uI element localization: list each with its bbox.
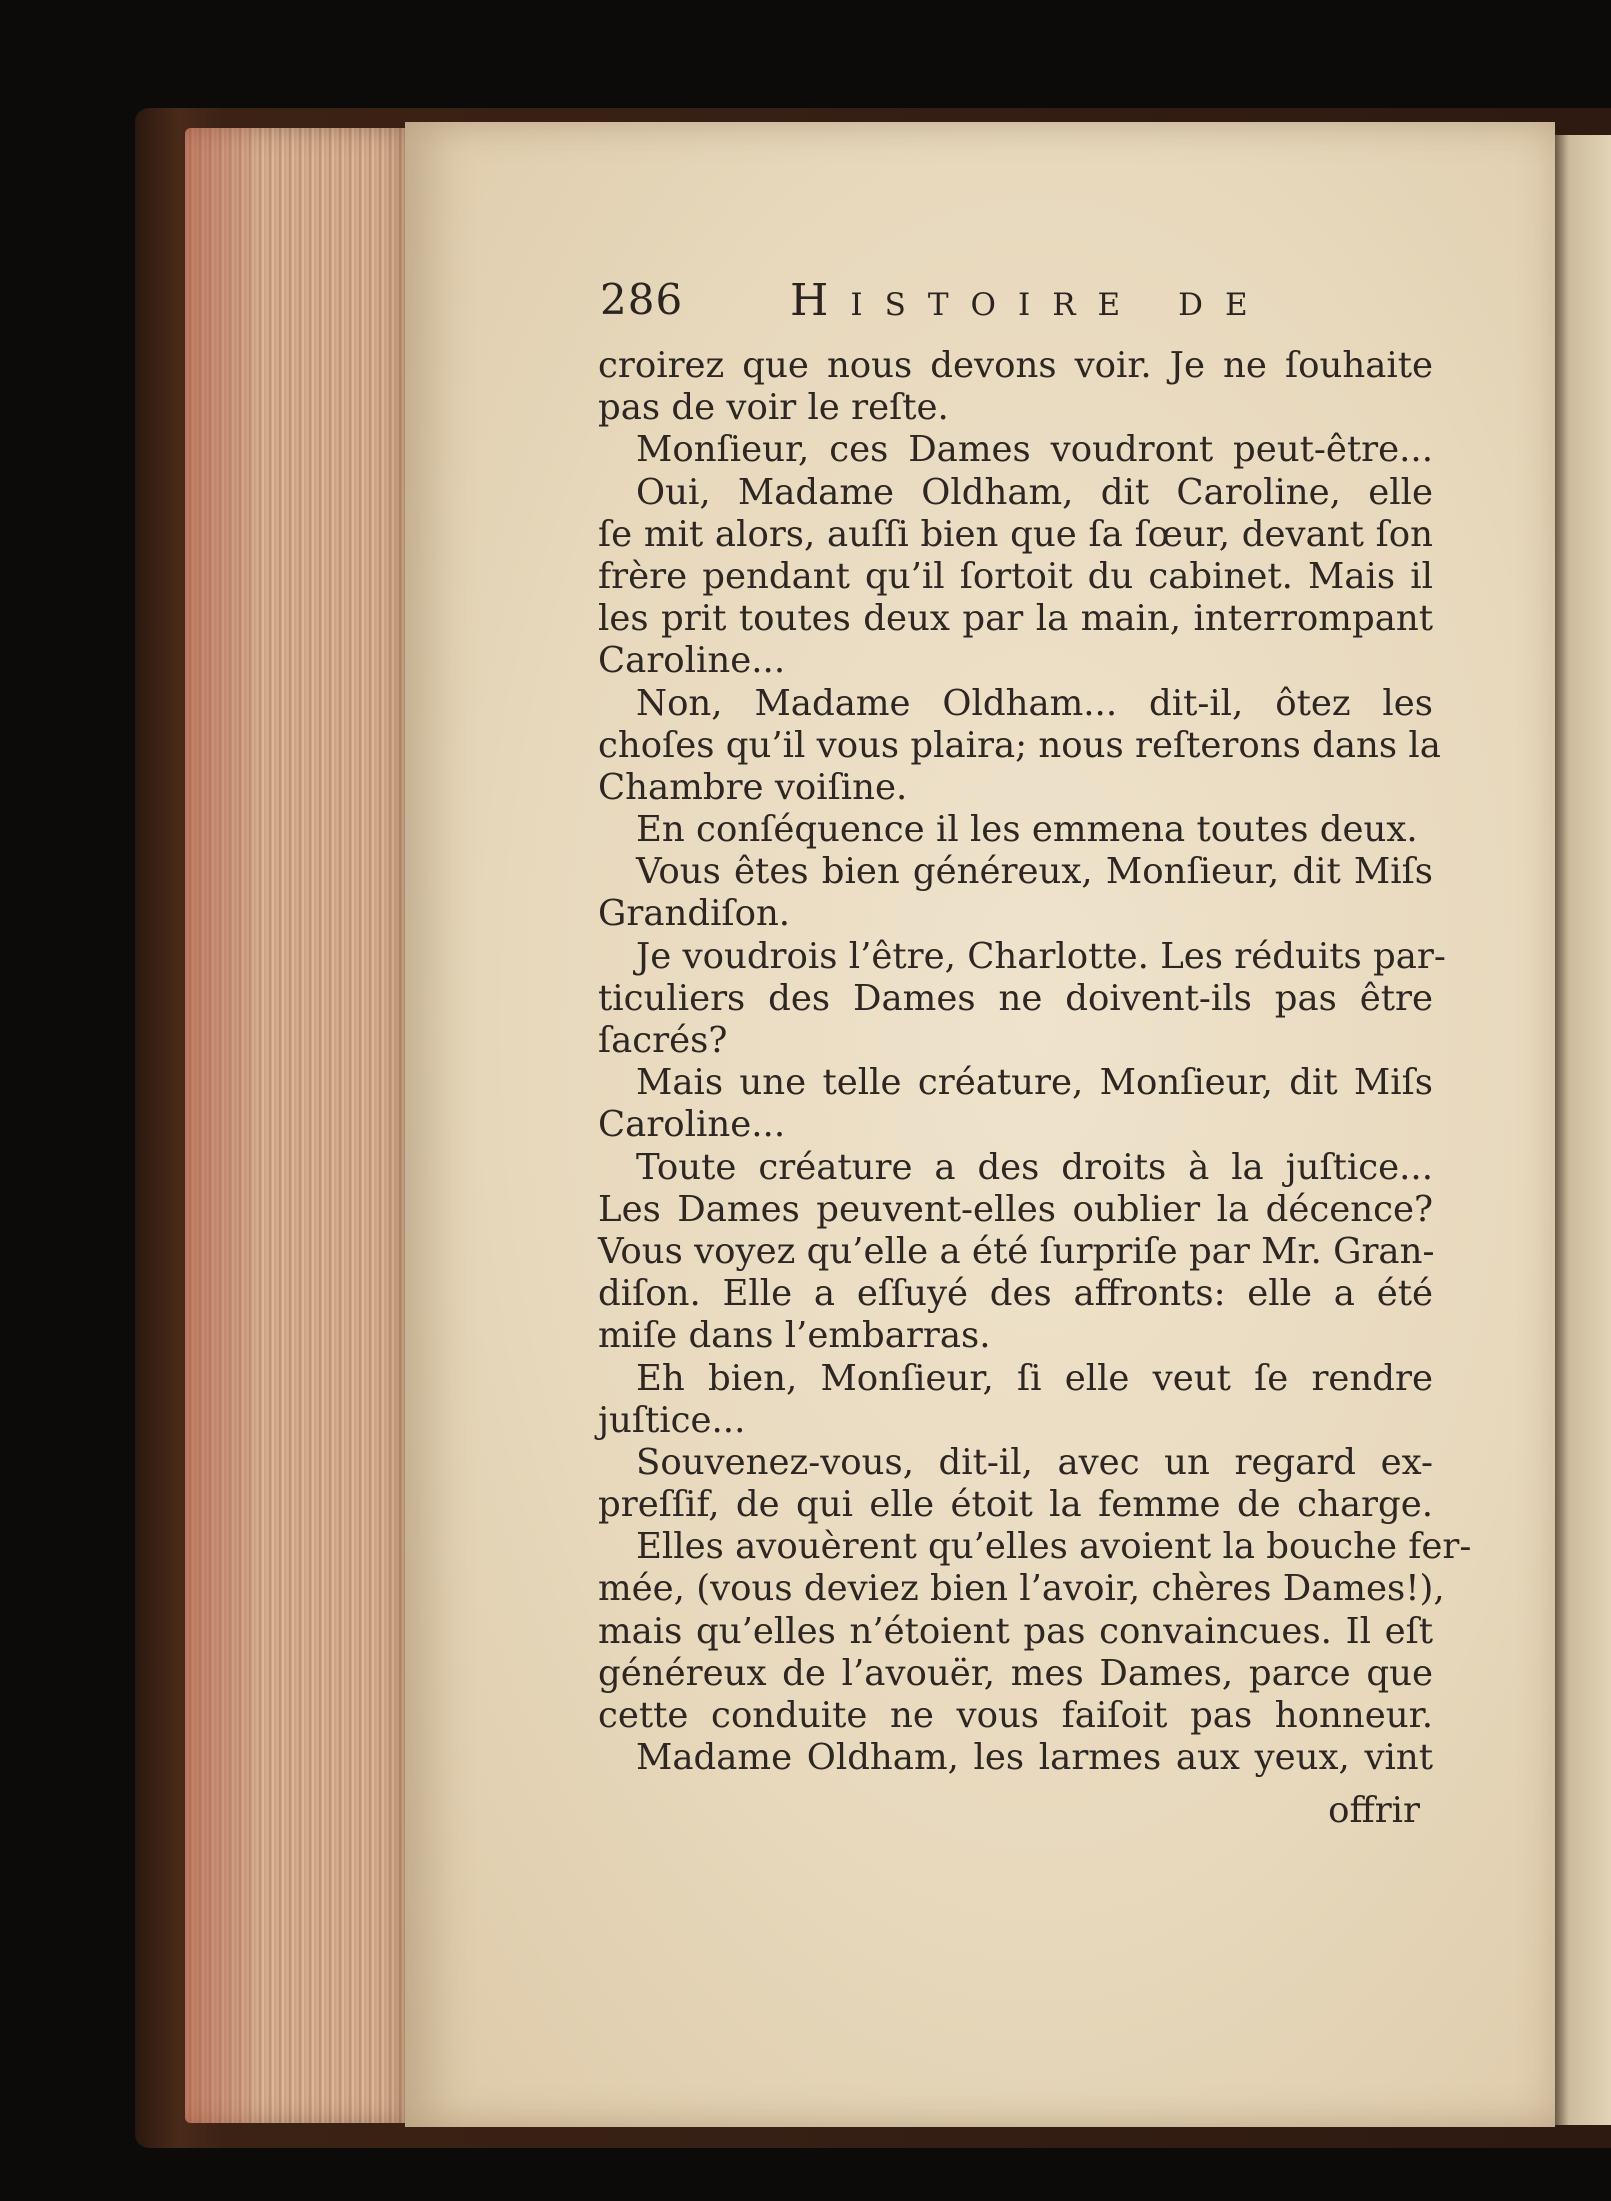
text-line: généreux de l’avouër, mes Dames, parce que (598, 1652, 1433, 1694)
page-number: 286 (600, 275, 684, 324)
text-line: choſes qu’il vous plaira; nous reſterons dans la (598, 724, 1441, 766)
text-line: pas de voir le reſte. (598, 387, 949, 429)
text-line: croirez que nous devons voir. Je ne ſouhaite (598, 345, 1433, 386)
page-header (600, 275, 1400, 335)
text-line: miſe dans l’embarras. (598, 1315, 991, 1357)
text-line: mée, (vous deviez bien l’avoir, chères Dames!), (598, 1568, 1445, 1610)
text-line: Les Dames peuvent-elles oublier la décence? (598, 1188, 1433, 1230)
text-line: Grandiſon. (598, 893, 791, 935)
text-line: Je voudrois l’être, Charlotte. Les réduits par- (636, 935, 1446, 977)
text-line: les prit toutes deux par la main, interrompant (598, 598, 1433, 640)
text-line: Chambre voiſine. (598, 766, 908, 808)
text-line: cette conduite ne vous faiſoit pas honneur. (598, 1695, 1433, 1736)
text-line: ticuliers des Dames ne doivent-ils pas être (598, 977, 1433, 1019)
body-text (598, 345, 1472, 1779)
running-head: Histoire de (790, 275, 1270, 326)
text-line: Mais une telle créature, Monſieur, dit Miſs (636, 1062, 1433, 1104)
text-line: ſe mit alors, auſſi bien que ſa ſœur, devant ſon (598, 513, 1433, 555)
text-line: ſacrés? (598, 1020, 728, 1061)
text-line: preſſif, de qui elle étoit la femme de charge. (598, 1484, 1433, 1526)
text-line: diſon. Elle a eſſuyé des affronts: elle a été (598, 1273, 1433, 1315)
text-line: Non, Madame Oldham... dit-il, ôtez les (636, 682, 1433, 724)
page-edges (185, 128, 420, 2123)
text-line: Souvenez-vous, dit-il, avec un regard ex- (636, 1441, 1433, 1483)
text-line: Vous êtes bien généreux, Monſieur, dit Miſs (636, 851, 1433, 893)
text-line: frère pendant qu’il ſortoit du cabinet. Mais il (598, 555, 1433, 597)
text-line: Monſieur, ces Dames voudront peut-être... (636, 429, 1433, 471)
text-line: Elles avouèrent qu’elles avoient la bouche fer- (636, 1526, 1472, 1568)
text-line: Madame Oldham, les larmes aux yeux, vint (636, 1737, 1433, 1779)
text-line: Caroline... (598, 640, 786, 682)
text-line: Vous voyez qu’elle a été ſurpriſe par Mr. Gran- (598, 1230, 1435, 1272)
facing-page-edge (1555, 135, 1611, 2125)
text-line: juſtice... (598, 1399, 746, 1441)
text-line: Oui, Madame Oldham, dit Caroline, elle (636, 471, 1433, 513)
text-line: mais qu’elles n’étoient pas convaincues. Il eſt (598, 1610, 1433, 1652)
catchword: offrir (1328, 1790, 1420, 1831)
text-line: Caroline... (598, 1104, 786, 1146)
text-line: Eh bien, Monſieur, ſi elle veut ſe rendre (636, 1357, 1433, 1399)
text-line: Toute créature a des droits à la juſtice... (636, 1146, 1433, 1188)
text-line: En conſéquence il les emmena toutes deux. (636, 809, 1418, 851)
